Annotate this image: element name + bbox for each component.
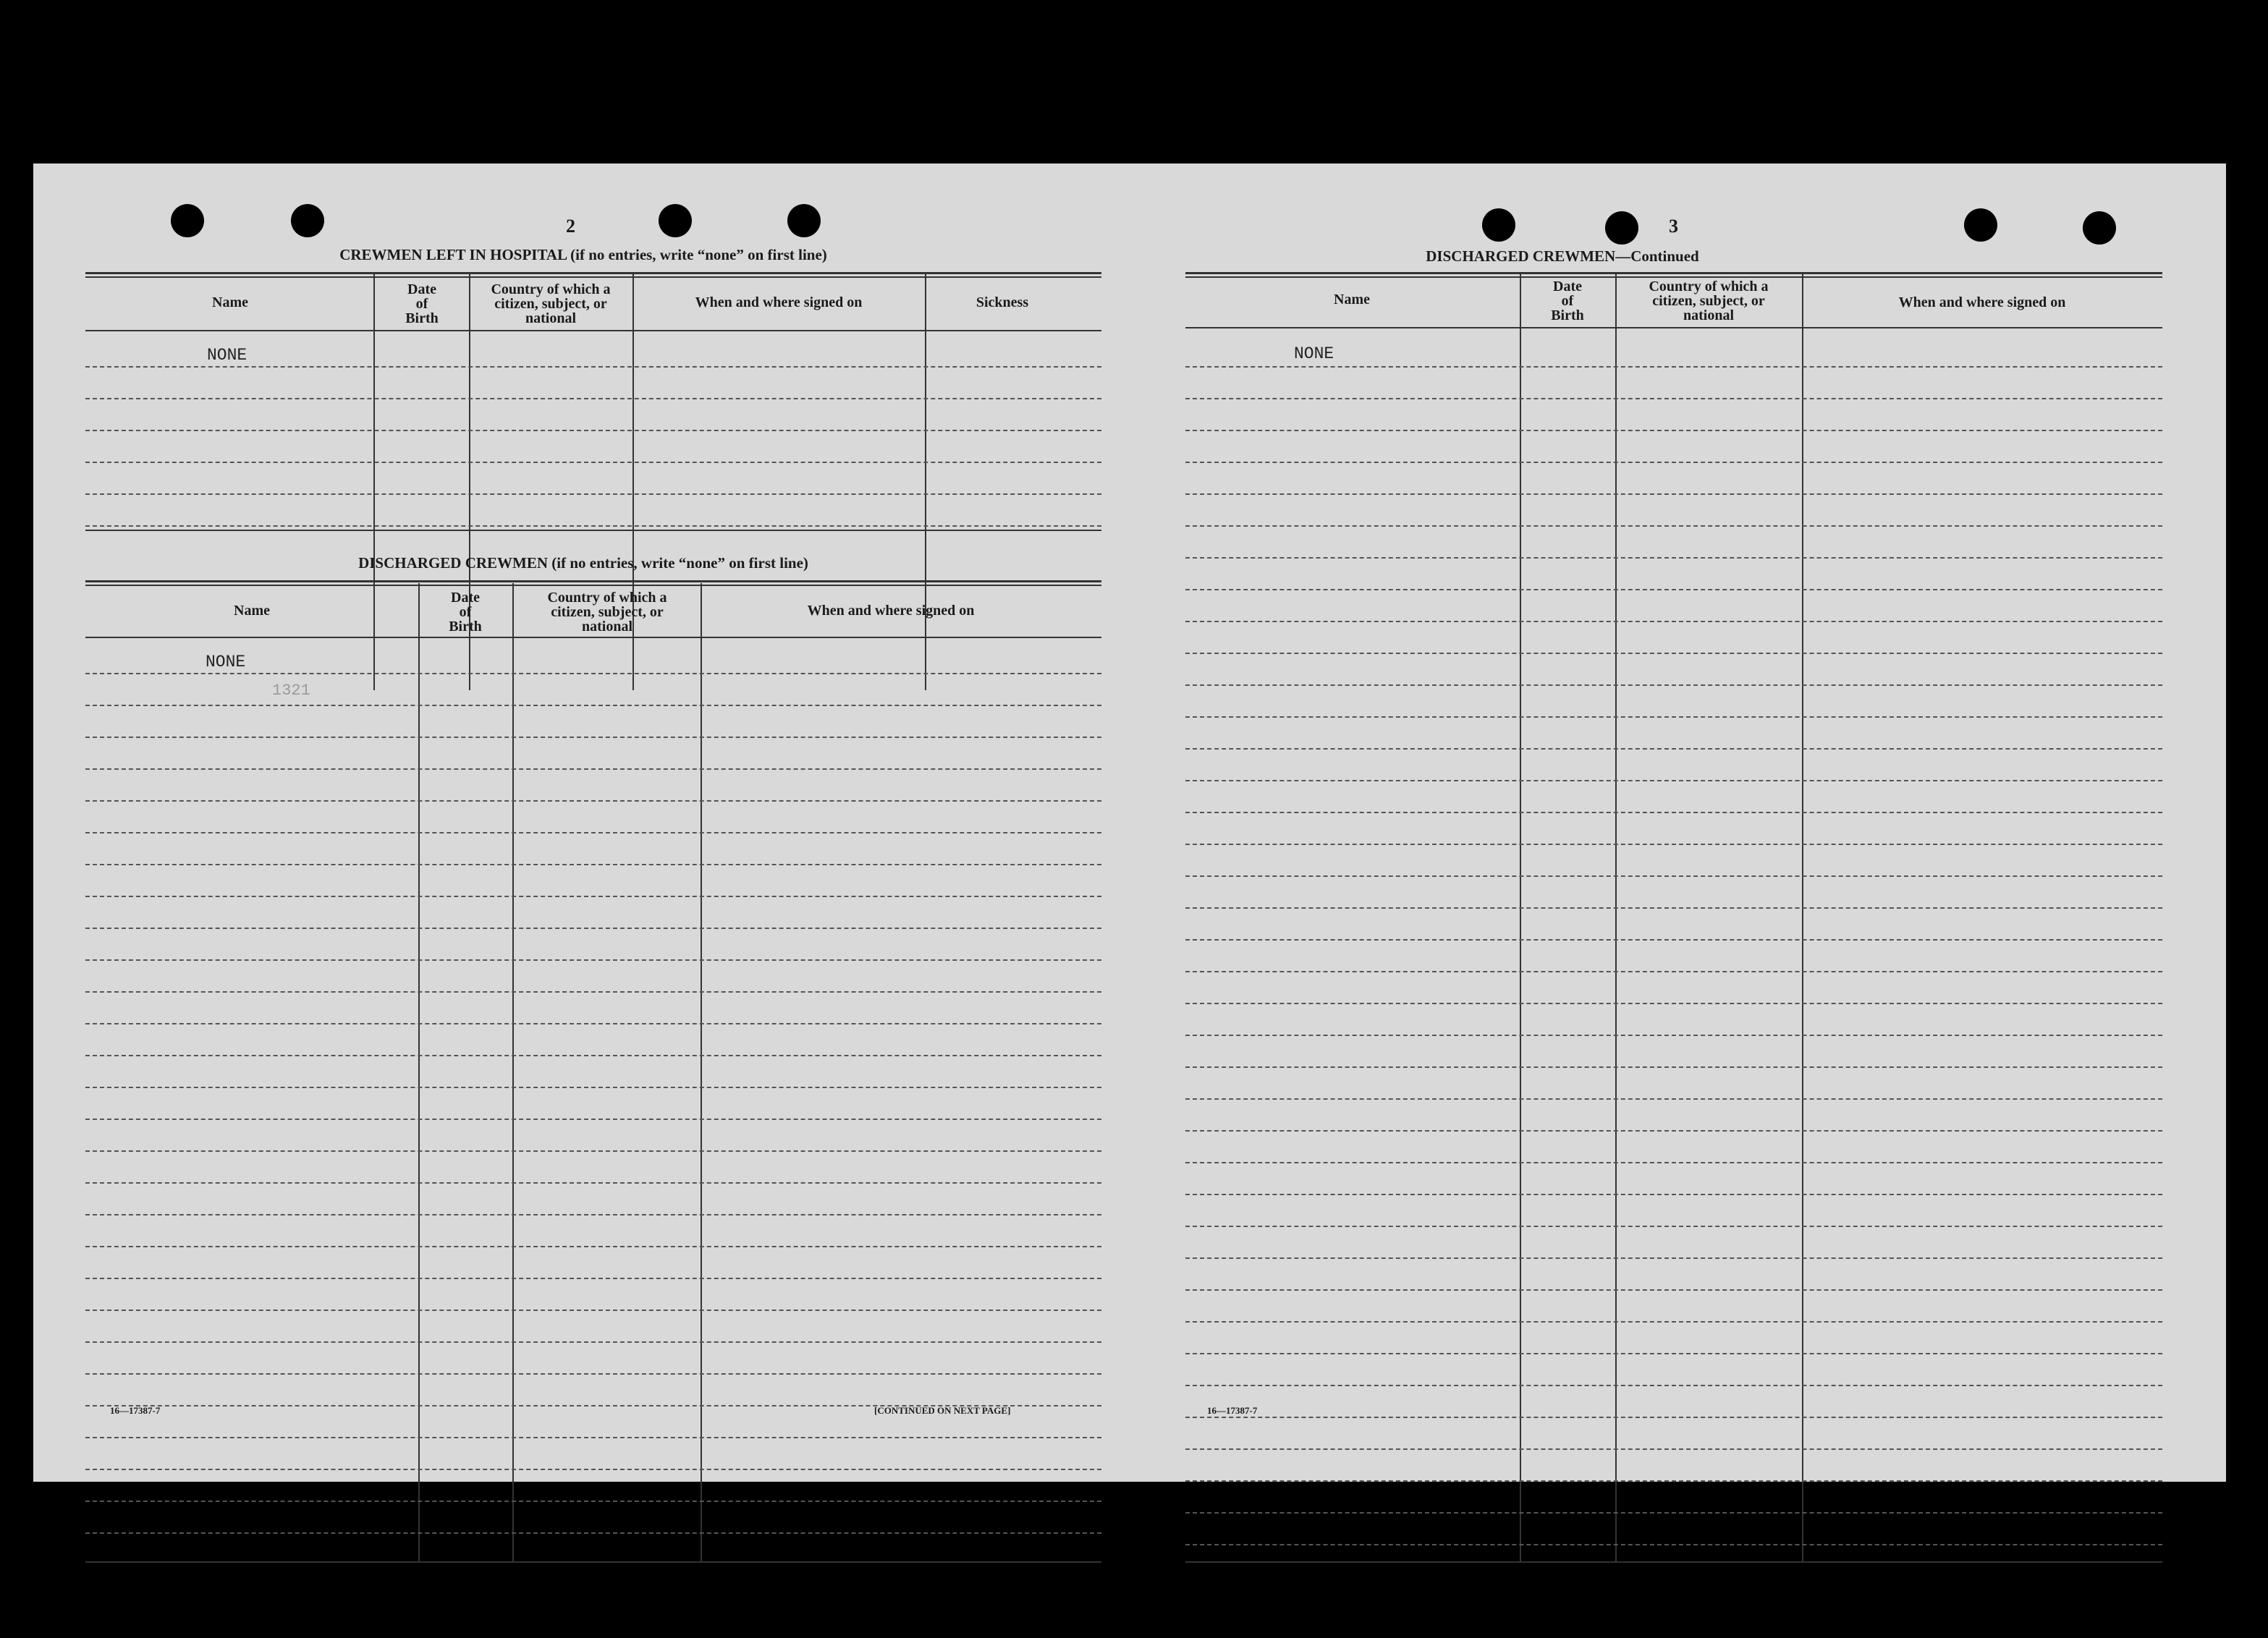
entry-line xyxy=(1185,462,2162,463)
punch-hole xyxy=(2083,211,2116,245)
entry-line xyxy=(85,1023,1101,1024)
entry-line xyxy=(1185,1194,2162,1195)
entry-line xyxy=(85,1055,1101,1056)
column-header-name: Name xyxy=(234,603,270,619)
entry-line xyxy=(85,864,1101,865)
entry-line xyxy=(1185,589,2162,590)
entry-line xyxy=(85,493,1101,495)
left-page xyxy=(33,164,1132,1482)
entry-line xyxy=(1185,1226,2162,1227)
entry-line xyxy=(1185,398,2162,399)
column-divider xyxy=(418,583,420,1563)
entry-line xyxy=(1185,621,2162,622)
table-bottom-rule xyxy=(85,1561,1101,1563)
entry-line xyxy=(85,1246,1101,1247)
entry-line xyxy=(85,1087,1101,1088)
header-bottom-rule xyxy=(1185,327,2162,328)
entry-line xyxy=(85,1532,1101,1534)
entry-line xyxy=(85,366,1101,368)
column-header-country: Country of which a citizen, subject, or national xyxy=(547,590,667,635)
header-bottom-rule xyxy=(85,637,1101,638)
entry-line xyxy=(1185,1321,2162,1323)
entry-line xyxy=(1185,684,2162,686)
entry-line xyxy=(85,430,1101,431)
entry-line xyxy=(1185,1385,2162,1386)
entry-line xyxy=(85,1150,1101,1152)
column-header-signed-on: When and where signed on xyxy=(695,294,863,310)
entry-line xyxy=(85,1182,1101,1184)
entry-line xyxy=(1185,1003,2162,1004)
entry-line xyxy=(1185,525,2162,527)
discharged-first-entry: NONE xyxy=(1294,344,1334,363)
column-header-signed-on: When and where signed on xyxy=(1898,294,2066,310)
entry-line xyxy=(85,398,1101,399)
entry-line xyxy=(1185,1098,2162,1100)
column-divider xyxy=(1802,273,1803,1563)
punch-hole xyxy=(291,204,324,237)
entry-line xyxy=(85,991,1101,993)
entry-line xyxy=(1185,1130,2162,1132)
entry-line xyxy=(85,1373,1101,1375)
page-number: 3 xyxy=(1669,216,1678,237)
entry-line xyxy=(1185,1480,2162,1482)
punch-hole xyxy=(1482,208,1515,242)
column-header-country: Country of which a citizen, subject, or national xyxy=(1649,279,1769,323)
entry-line xyxy=(1185,1035,2162,1036)
entry-line xyxy=(85,896,1101,897)
entry-line xyxy=(1185,1544,2162,1545)
entry-line xyxy=(85,1119,1101,1120)
column-header-name: Name xyxy=(212,294,248,310)
entry-line xyxy=(1185,875,2162,877)
column-divider xyxy=(373,273,375,690)
entry-line xyxy=(1185,430,2162,431)
entry-line xyxy=(85,959,1101,961)
table-top-rule xyxy=(85,580,1101,582)
continued-note: [CONTINUED ON NEXT PAGE] xyxy=(874,1405,1011,1416)
hospital-first-entry: NONE xyxy=(207,346,247,365)
entry-line xyxy=(1185,653,2162,654)
column-header-country: Country of which a citizen, subject, or national xyxy=(491,281,611,326)
column-header-signed-on: When and where signed on xyxy=(807,603,975,619)
entry-line xyxy=(1185,907,2162,909)
entry-line xyxy=(1185,557,2162,559)
punch-hole xyxy=(1605,211,1638,245)
table-top-rule xyxy=(85,272,1101,274)
punch-hole xyxy=(659,204,692,237)
entry-line xyxy=(1185,1162,2162,1163)
column-divider xyxy=(925,273,926,690)
column-divider xyxy=(512,583,514,1563)
column-header-name: Name xyxy=(1334,292,1370,307)
entry-line xyxy=(85,705,1101,706)
column-divider xyxy=(701,583,702,1563)
entry-line xyxy=(1185,1289,2162,1291)
entry-line xyxy=(1185,812,2162,813)
header-bottom-rule xyxy=(85,330,1101,331)
entry-line xyxy=(85,1341,1101,1343)
column-header-dob: Date of Birth xyxy=(449,590,482,635)
discharged-first-entry: NONE xyxy=(206,653,246,671)
table-top-rule xyxy=(1185,276,2162,278)
entry-line xyxy=(1185,939,2162,941)
entry-line xyxy=(1185,1257,2162,1259)
entry-line xyxy=(1185,971,2162,972)
right-page xyxy=(1120,164,2226,1482)
entry-line xyxy=(1185,1353,2162,1354)
table-bottom-rule xyxy=(1185,1561,2162,1563)
entry-line xyxy=(1185,780,2162,781)
entry-line xyxy=(85,1310,1101,1311)
entry-line xyxy=(85,1437,1101,1438)
entry-line xyxy=(1185,1448,2162,1450)
entry-line xyxy=(1185,748,2162,750)
entry-line xyxy=(1185,1512,2162,1514)
hospital-section-title: CREWMEN LEFT IN HOSPITAL (if no entries, write “none” on first line) xyxy=(339,246,827,263)
table-top-rule xyxy=(1185,272,2162,274)
punch-hole xyxy=(1964,208,1997,242)
form-number: 16—17387-7 xyxy=(1207,1405,1258,1416)
form-number: 16—17387-7 xyxy=(110,1405,161,1416)
page-number: 2 xyxy=(566,216,575,237)
entry-line xyxy=(1185,1066,2162,1068)
entry-line xyxy=(1185,493,2162,495)
table-top-rule xyxy=(85,585,1101,586)
entry-line xyxy=(1185,844,2162,845)
column-divider xyxy=(1615,273,1617,1563)
entry-line xyxy=(85,1278,1101,1279)
entry-line xyxy=(85,768,1101,770)
column-divider xyxy=(1520,273,1521,1563)
punch-hole xyxy=(171,204,204,237)
entry-line xyxy=(1185,716,2162,718)
entry-line xyxy=(85,737,1101,738)
entry-line xyxy=(85,800,1101,802)
faint-stamp-mark: 1321 xyxy=(272,682,310,700)
punch-hole xyxy=(787,204,821,237)
column-header-sickness: Sickness xyxy=(976,294,1029,310)
entry-line xyxy=(85,673,1101,674)
entry-line xyxy=(85,525,1101,527)
entry-line xyxy=(1185,1417,2162,1418)
column-header-dob: Date of Birth xyxy=(405,281,439,326)
entry-line xyxy=(1185,366,2162,368)
discharged-continued-title: DISCHARGED CREWMEN—Continued xyxy=(1426,247,1699,265)
entry-line xyxy=(85,1214,1101,1215)
column-header-dob: Date of Birth xyxy=(1551,279,1584,323)
discharged-section-title: DISCHARGED CREWMEN (if no entries, write “none” on first line) xyxy=(358,554,808,572)
table-bottom-rule xyxy=(85,530,1101,531)
entry-line xyxy=(85,1501,1101,1502)
entry-line xyxy=(85,832,1101,833)
entry-line xyxy=(85,462,1101,463)
table-top-rule xyxy=(85,276,1101,278)
entry-line xyxy=(85,1469,1101,1470)
entry-line xyxy=(85,928,1101,929)
